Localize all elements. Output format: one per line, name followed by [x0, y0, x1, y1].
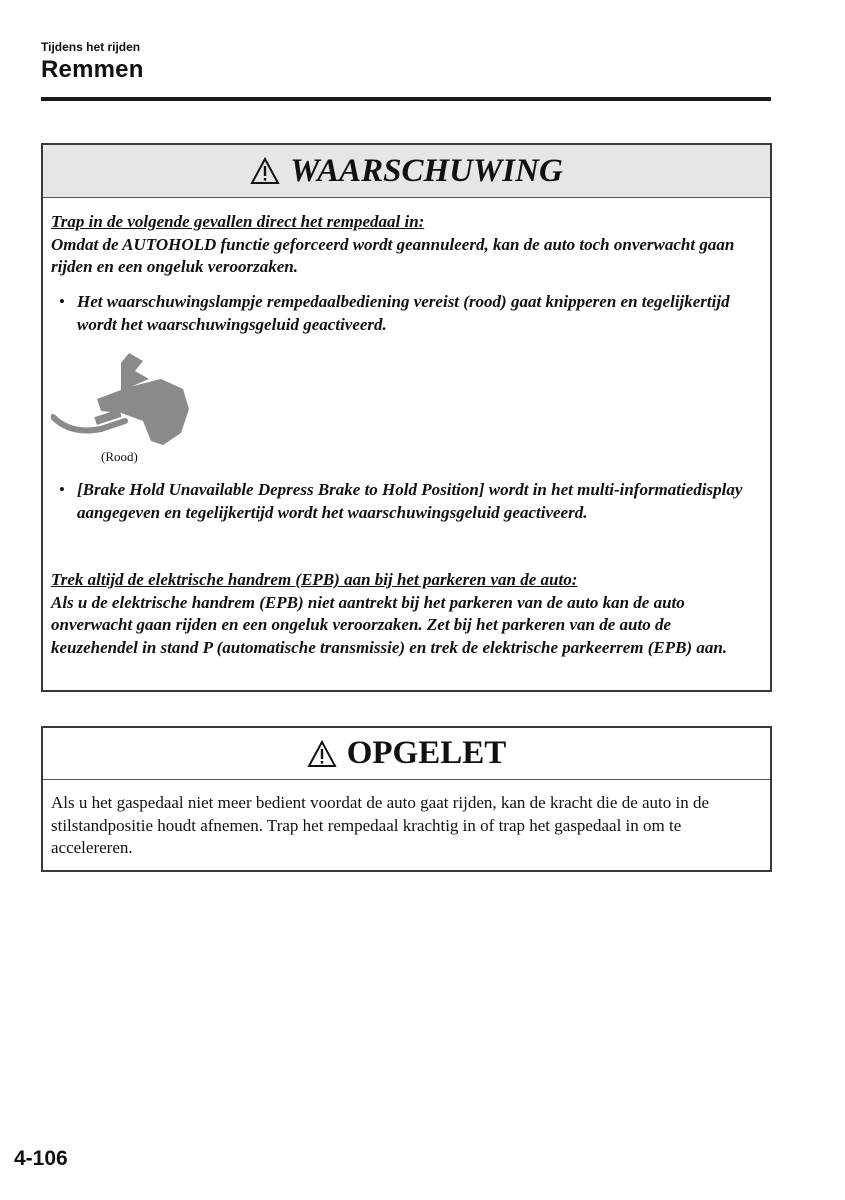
warning-triangle-icon: [307, 740, 337, 768]
bullet-dot: •: [59, 292, 65, 311]
warning-bullet-text: Het waarschuwingslampje rempedaalbediening vereist (rood) gaat knipperen en tegelijkertijd wordt het waarschuwingsgeluid geactiveerd.: [77, 292, 730, 334]
warning-title: WAARSCHUWING: [290, 152, 563, 189]
bullet-dot: •: [59, 480, 65, 499]
page-number: 4-106: [14, 1147, 68, 1170]
section-label: Tijdens het rijden: [41, 40, 141, 54]
warning-triangle-icon: [250, 157, 280, 185]
warning-epb-text: Als u de elektrische handrem (EPB) niet aantrekt bij het parkeren van de auto kan de auto onverwacht gaan rijden en een ongeluk veroorzaken. Zet bij het parkeren van de auto de keuzehendel in stand P (automatische transmissie) en trek de elektrische parkeerrem (EPB) aan.: [51, 592, 728, 657]
caution-title: OPGELET: [346, 735, 507, 771]
caution-text: Als u het gaspedaal niet meer bedient voordat de auto gaat rijden, kan de kracht die de auto in de stilstandpositie houdt afnemen. Trap het rempedaal krachtig in of trap het gaspedaal in om te accelereren.: [51, 793, 710, 857]
warning-header: [43, 145, 770, 198]
warning-epb-heading: Trek altijd de elektrische handrem (EPB) aan bij het parkeren van de auto:: [51, 570, 578, 589]
title-rule: [41, 97, 771, 101]
warning-bullet: [59, 291, 767, 336]
brake-pedal-warning-icon: [51, 349, 201, 449]
warning-bullet: [59, 479, 767, 524]
caution-box: [41, 726, 772, 872]
warning-box: [41, 143, 772, 692]
caution-header: [43, 728, 770, 780]
figure-caption: (Rood): [101, 449, 138, 464]
warning-intro-heading: Trap in de volgende gevallen direct het rempedaal in:: [51, 212, 425, 231]
warning-intro-text: Omdat de AUTOHOLD functie geforceerd wordt geannuleerd, kan de auto toch onverwacht gaan rijden en een ongeluk veroorzaken.: [51, 234, 735, 276]
warning-intro: [51, 211, 761, 279]
warning-epb: [51, 569, 761, 659]
page-title: Remmen: [41, 56, 144, 83]
warning-bullet-text: [Brake Hold Unavailable Depress Brake to Hold Position] wordt in het multi-informatiedisplay aangegeven en tegelijkertijd wordt het waarschuwingsgeluid geactiveerd.: [77, 480, 743, 522]
